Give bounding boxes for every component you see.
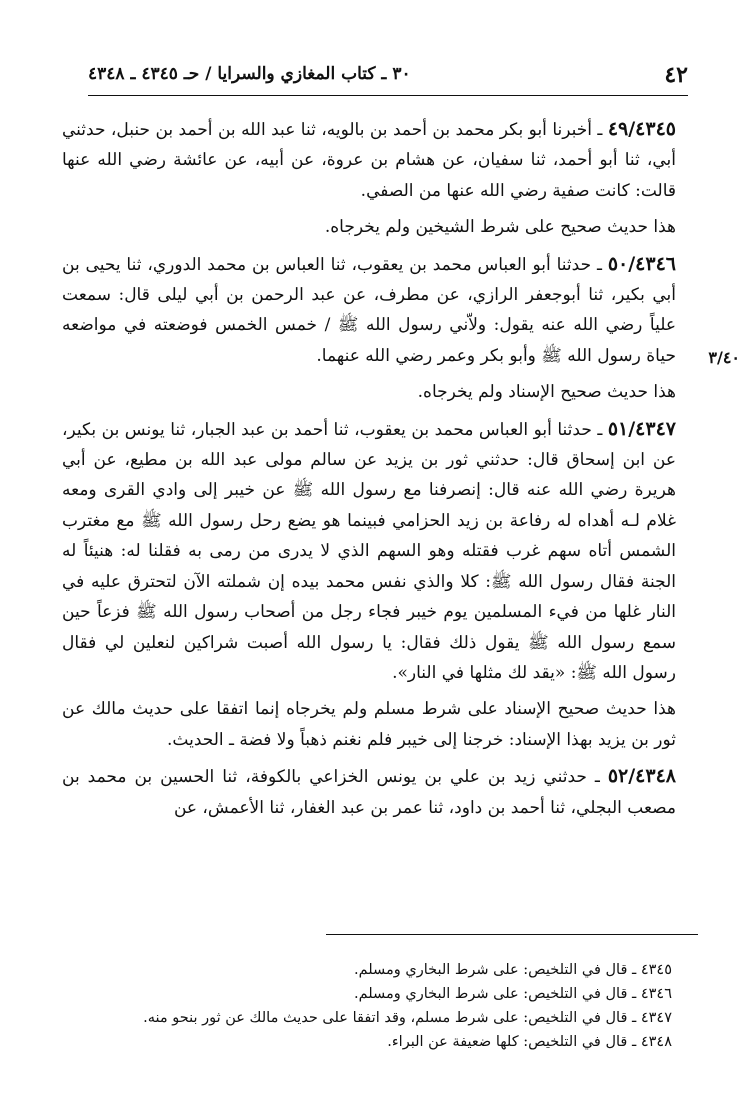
footnote: ٤٣٤٧ ـ قال في التلخيص: على شرط مسلم، وقد اتفقا على حديث مالك عن ثور بنحو منه.: [143, 1010, 672, 1026]
grading-text: هذا حديث صحيح على شرط الشيخين ولم يخرجاه.: [324, 217, 676, 238]
hadith-paragraph: [62, 249, 698, 372]
footnote: ٤٣٤٥ ـ قال في التلخيص: على شرط البخاري ومسلم.: [354, 962, 672, 978]
hadith-number: ٥٢/٤٣٤٨: [607, 765, 676, 788]
footnote: ٤٣٤٦ ـ قال في التلخيص: على شرط البخاري ومسلم.: [354, 986, 672, 1002]
header-rule: [88, 95, 688, 96]
grading-text: هذا حديث صحيح الإسناد على شرط مسلم ولم يخرجاه إنما اتفقا على حديث مالك عن ثور بن يزيد بهذا الإسناد: خرجنا إلى خيبر فلم نغنم ذهباً ولا فضة ـ الحديث.: [62, 699, 676, 750]
hadith-paragraph: [62, 414, 698, 689]
footnote-rule: [326, 934, 698, 935]
hadith-text: ـ أخبرنا أبو بكر محمد بن أحمد بن بالويه، ثنا عبد الله بن أحمد بن حنبل، حدثني أبي، ثنا أبو أحمد، ثنا سفيان، عن هشام بن عروة، عن أبيه، عن عائشة رضي الله عنها قالت: كانت صفية رضي الله عنها من الصفي.: [62, 120, 676, 201]
hadith-text: ـ حدثنا أبو العباس محمد بن يعقوب، ثنا العباس بن محمد الدوري، ثنا يحيى بن أبي بكير، ثنا أبوجعفر الرازي، عن مطرف، عن عبد الرحمن بن أبي ليلى قال: سمعت علياً رضي الله عنه يقول: ولاّني رسول الله ﷺ / خمس الخمس فوضعته في مواضعه حياة رسول الله ﷺ وأبو بكر وعمر رضي الله عنهما.: [62, 254, 676, 366]
page-number: ٤٢: [664, 62, 688, 88]
page-header: [88, 60, 688, 90]
main-text: [62, 114, 698, 829]
running-title: ٣٠ ـ كتاب المغازي والسرايا / حـ ٤٣٤٥ ـ ٤٣٤٨: [88, 64, 411, 84]
grading-text: هذا حديث صحيح الإسناد ولم يخرجاه.: [417, 382, 676, 403]
footnote: ٤٣٤٨ ـ قال في التلخيص: كلها ضعيفة عن البراء.: [387, 1034, 672, 1050]
hadith-number: ٥٠/٤٣٤٦: [607, 252, 676, 275]
hadith-text: ـ حدثنا أبو العباس محمد بن يعقوب، ثنا أحمد بن عبد الجبار، ثنا يونس بن بكير، عن ابن إسحاق قال: حدثني ثور بن يزيد عن سالم مولى عبد الله بن مطيع، عن أبي هريرة رضي الله عنه قال: إنصرفنا مع رسول الله ﷺ عن خيبر إلى وادي القرى ومعه غلام لـه أهداه له رفاعة بن زيد الحزامي فبينما هو يضع رحل رسول الله ﷺ مع مغترب الشمس أتاه سهم غرب فقتله وهو السهم الذي لا يدرى من رمى به فقلنا له: هنيئاً له الجنة فقال رسول الله ﷺ: كلا والذي نفس محمد بيده إن شملته الآن لتحترق عليه في النار غلها من فيء المسلمين يوم خيبر فجاء رجل من أصحاب رسول الله ﷺ فزعاً حين سمع رسول الله ﷺ يقول ذلك فقال: يا رسول الله أصبت شراكين لنعلين لي فقال رسول الله ﷺ: «يقد لك مثلها في النار».: [62, 419, 676, 683]
grading-paragraph: [62, 694, 698, 755]
hadith-paragraph: [62, 761, 698, 823]
grading-paragraph: [62, 377, 698, 407]
hadith-number: ٤٩/٤٣٤٥: [607, 118, 676, 140]
hadith-number: ٥١/٤٣٤٧: [607, 417, 676, 440]
hadith-paragraph: [62, 114, 698, 206]
hadith-text: ـ حدثني زيد بن علي بن يونس الخزاعي بالكوفة، ثنا الحسين بن محمد بن مصعب البجلي، ثنا أحمد بن داود، ثنا عمر بن عبد الغفار، ثنا الأعمش، عن: [62, 767, 676, 818]
grading-paragraph: [62, 212, 698, 242]
footnotes: [112, 958, 672, 1054]
margin-manuscript-ref: ٣/٤٠: [708, 348, 740, 367]
